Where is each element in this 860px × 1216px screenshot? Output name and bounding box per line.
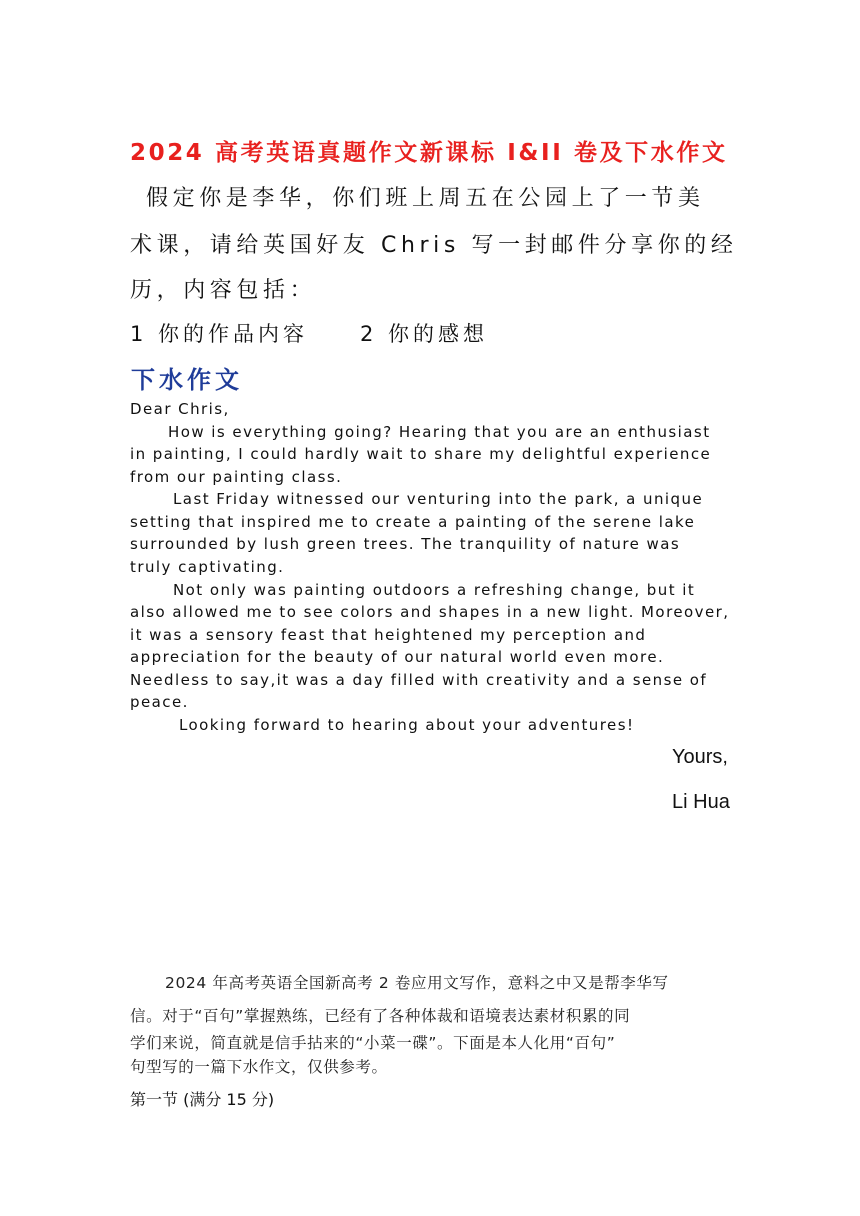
prompt-line-1: 假定你是李华，你们班上周五在公园上了一节美 [146,186,705,211]
section-label: 第一节 (满分 15 分) [130,1090,275,1109]
content-point-1: 1 你的作品内容 [130,322,309,346]
letter-signature: Li Hua [672,791,730,813]
prompt-line-3: 历，内容包括： [130,278,317,303]
letter-line: Looking forward to hearing about your adventures! [179,716,635,734]
letter-line: surrounded by lush green trees. The tranquility of nature was [130,535,681,553]
letter-line: from our painting class. [130,468,343,486]
letter-line: Last Friday witnessed our venturing into the park, a unique [173,490,704,508]
letter-line: in painting, I could hardly wait to share my delightful experience [130,445,712,463]
content-point-2: 2 你的感想 [360,322,489,346]
prompt-line-2: 术课，请给英国好友 Chris 写一封邮件分享你的经 [130,233,738,258]
letter-line: truly captivating. [130,558,285,576]
letter-line: Needless to say,it was a day filled with creativity and a sense of [130,671,708,689]
letter-line: setting that inspired me to create a painting of the serene lake [130,513,696,531]
document-title: 2024 高考英语真题作文新课标 I&II 卷及下水作文 [130,140,728,166]
letter-line: it was a sensory feast that heightened my perception and [130,626,647,644]
letter-line: also allowed me to see colors and shapes in a new light. Moreover, [130,603,730,621]
commentary-line-4: 句型写的一篇下水作文，仅供参考。 [130,1058,388,1076]
letter-line: How is everything going? Hearing that you are an enthusiast [168,423,711,441]
letter-closing: Yours, [672,746,728,768]
letter-line: appreciation for the beauty of our natural world even more. [130,648,665,666]
letter-salutation: Dear Chris, [130,400,230,418]
letter-line: Not only was painting outdoors a refreshing change, but it [173,581,696,599]
model-essay-heading: 下水作文 [131,366,243,394]
letter-line: peace. [130,693,189,711]
commentary-line-3: 学们来说，简直就是信手拈来的“小菜一碟”。下面是本人化用“百句” [130,1034,616,1052]
commentary-line-1: 2024 年高考英语全国新高考 2 卷应用文写作，意料之中又是帮李华写 [165,974,669,992]
commentary-line-2: 信。对于“百句”掌握熟练，已经有了各种体裁和语境表达素材积累的同 [130,1007,631,1025]
